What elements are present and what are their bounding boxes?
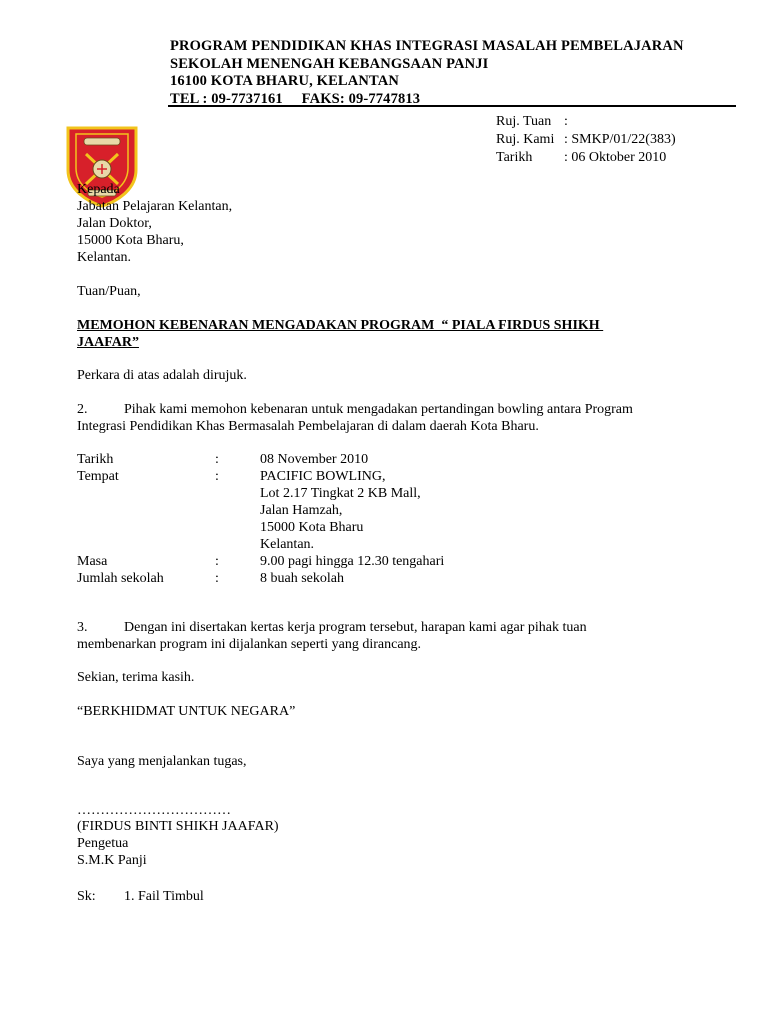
detail-colon: : xyxy=(215,554,219,569)
signature-dots: …………………………… xyxy=(77,803,231,818)
ruj-kami-row xyxy=(496,131,676,149)
subject-line: MEMOHON KEBENARAN MENGADAKAN PROGRAM “ PIALA FIRDUS SHIKH xyxy=(77,318,604,333)
recipient-line: Jalan Doktor, xyxy=(77,216,152,231)
detail-value: 9.00 pagi hingga 12.30 tengahari xyxy=(260,554,445,569)
letterhead xyxy=(170,38,740,108)
detail-row-tempat xyxy=(77,468,444,553)
ruj-tuan-label: Ruj. Tuan xyxy=(496,114,552,129)
paragraph-number: 2. xyxy=(77,402,88,417)
detail-label: Masa xyxy=(77,554,108,569)
paragraph-text: Integrasi Pendidikan Khas Bermasalah Pembelajaran di dalam daerah Kota Bharu. xyxy=(77,419,539,434)
venue-line: Lot 2.17 Tingkat 2 KB Mall, xyxy=(260,486,421,501)
venue-line: 15000 Kota Bharu xyxy=(260,520,364,535)
recipient-line: Kelantan. xyxy=(77,250,132,265)
signatory-name: (FIRDUS BINTI SHIKH JAAFAR) xyxy=(77,819,279,834)
detail-label: Tarikh xyxy=(77,452,114,467)
recipient-line: Jabatan Pelajaran Kelantan, xyxy=(77,199,233,214)
signature-block xyxy=(77,804,279,869)
signatory-title: Pengetua xyxy=(77,836,129,851)
letterhead-address: 16100 KOTA BHARU, KELANTAN xyxy=(170,73,399,89)
intro-text: Perkara di atas adalah dirujuk. xyxy=(77,368,247,383)
letterhead-program: PROGRAM PENDIDIKAN KHAS INTEGRASI MASALAH PEMBELAJARAN xyxy=(170,38,684,54)
motto: “BERKHIDMAT UNTUK NEGARA” xyxy=(77,704,296,719)
kepada-label: Kepada xyxy=(77,182,120,197)
detail-value xyxy=(260,468,421,553)
paragraph-text: membenarkan program ini dijalankan seperti yang dirancang. xyxy=(77,637,422,652)
ruj-tuan-value: : xyxy=(564,114,568,129)
reference-block xyxy=(496,113,676,167)
subject xyxy=(77,317,603,351)
ruj-tuan-row xyxy=(496,113,676,131)
sign-intro: Saya yang menjalankan tugas, xyxy=(77,754,247,769)
detail-colon: : xyxy=(215,571,219,586)
subject-line: JAAFAR” xyxy=(77,335,139,350)
sk-label: Sk: xyxy=(77,889,96,904)
detail-value: 08 November 2010 xyxy=(260,452,369,467)
paragraph-text: Pihak kami memohon kebenaran untuk mengadakan pertandingan bowling antara Program xyxy=(124,402,633,417)
paragraph-text: Dengan ini disertakan kertas kerja program tersebut, harapan kami agar pihak tuan xyxy=(124,620,587,635)
letterhead-contact: TEL : 09-7737161 FAKS: 09-7747813 xyxy=(170,90,421,107)
detail-colon: : xyxy=(215,452,219,467)
recipient-line: 15000 Kota Bharu, xyxy=(77,233,184,248)
tarikh-label: Tarikh xyxy=(496,150,533,165)
venue-line: Jalan Hamzah, xyxy=(260,503,343,518)
ruj-kami-value: : SMKP/01/22(383) xyxy=(564,132,676,147)
detail-row-tarikh xyxy=(77,451,444,468)
paragraph-number: 3. xyxy=(77,620,88,635)
venue-line: PACIFIC BOWLING, xyxy=(260,469,386,484)
signatory-school: S.M.K Panji xyxy=(77,853,147,868)
program-details xyxy=(77,451,444,587)
letterhead-school: SEKOLAH MENENGAH KEBANGSAAN PANJI xyxy=(170,55,489,72)
paragraph-2 xyxy=(77,401,717,435)
sk-block xyxy=(77,888,204,905)
tarikh-value: : 06 Oktober 2010 xyxy=(564,150,667,165)
venue-line: Kelantan. xyxy=(260,537,315,552)
tarikh-row xyxy=(496,149,676,167)
closing-text: Sekian, terima kasih. xyxy=(77,670,195,685)
detail-label: Tempat xyxy=(77,469,119,484)
detail-row-jumlah xyxy=(77,570,444,587)
detail-label: Jumlah sekolah xyxy=(77,571,164,586)
detail-value: 8 buah sekolah xyxy=(260,571,344,586)
detail-colon: : xyxy=(215,469,219,484)
letterhead-rule xyxy=(168,105,736,107)
salutation: Tuan/Puan, xyxy=(77,284,141,299)
ruj-kami-label: Ruj. Kami xyxy=(496,132,555,147)
recipient-block xyxy=(77,181,232,266)
sk-item: 1. Fail Timbul xyxy=(124,889,204,904)
detail-row-masa xyxy=(77,553,444,570)
paragraph-3 xyxy=(77,619,717,653)
